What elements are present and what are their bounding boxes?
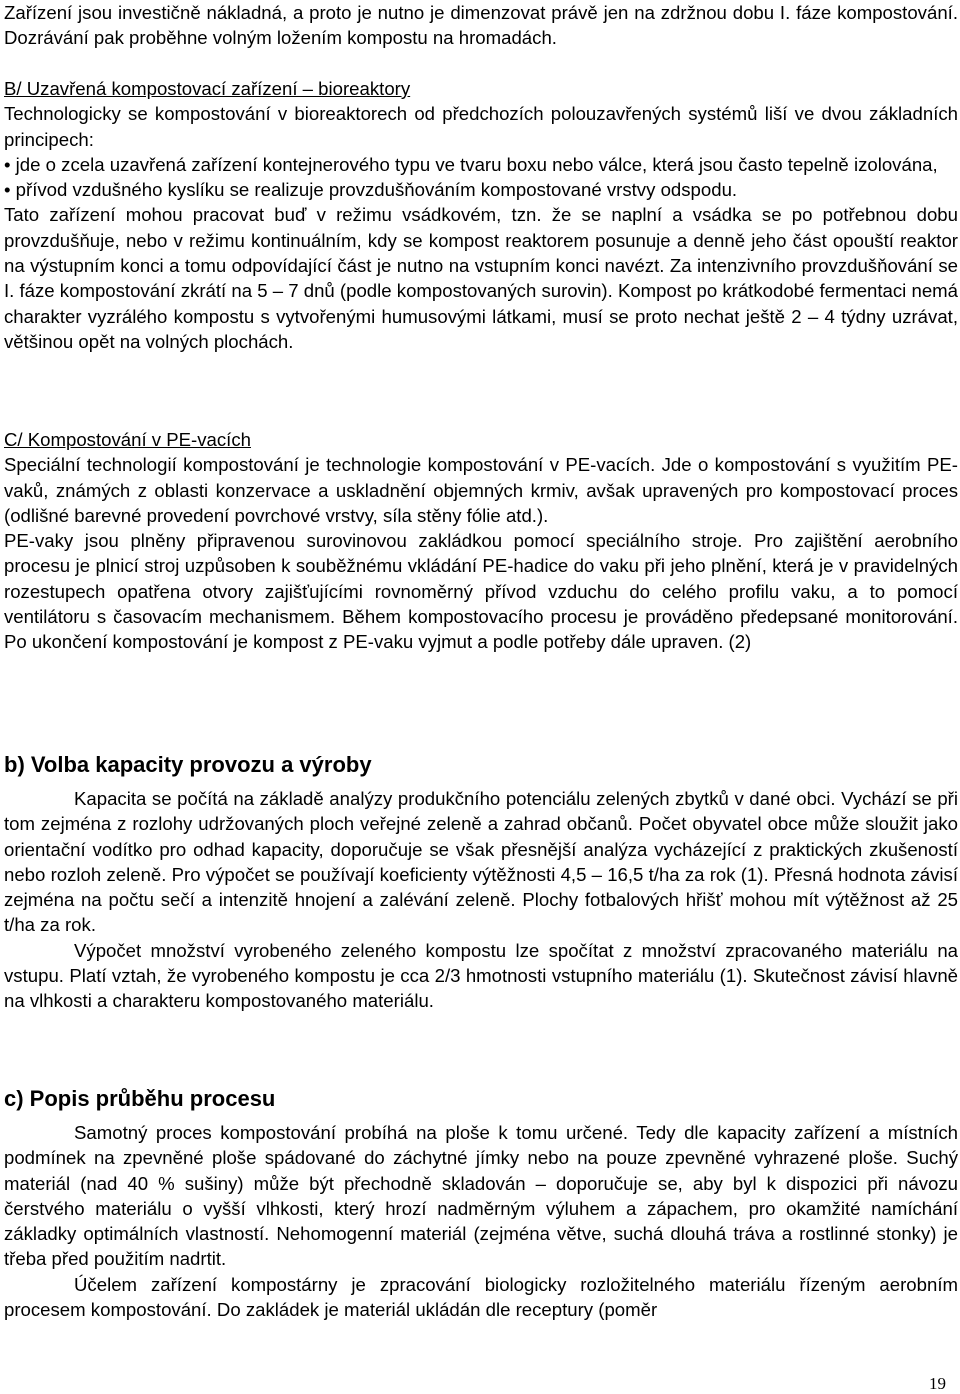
section-paragraph: Speciální technologií kompostování je technologie kompostování v PE-vacích. Jde o kompostování s využitím PE-vaků, známých z oblasti konzervace a uskladnění objemných krmiv, avšak upravených pro kompostovací proces (odlišné barevné provedení povrchové vrstvy, síla stěny fólie atd.). <box>4 454 958 526</box>
section-title: C/ Kompostování v PE-vacích <box>4 429 251 450</box>
section-paragraph: Tato zařízení mohou pracovat buď v režimu vsádkovém, tzn. že se naplní a vsádka se po potřebnou dobu provzdušňuje, nebo v režimu kontinuálním, kdy se kompost reaktorem posunuje a denně jeho část opouští reaktor na výstupním konci a tomu odpovídající část je nutno na vstupním konci navézt. Za intenzivního provzdušňování se I. fáze kompostování zkrátí na 5 – 7 dnů (podle kompostovaných surovin). Kompost po krátkodobé fermentaci nemá charakter vyzrálého kompostu s vytvořenými humusovými látkami, musí se proto nechat ještě 2 – 4 týdny uzrávat, většinou opět na volných plochách. <box>4 204 958 352</box>
section-paragraph: Účelem zařízení kompostárny je zpracování biologicky rozložitelného materiálu řízeným aerobním procesem kompostování. Do zakládek je materiál ukládán dle receptury (poměr <box>4 1273 958 1321</box>
bullet-item: • jde o zcela uzavřená zařízení kontejnerového typu ve tvaru boxu nebo válce, která jsou často tepelně izolována, <box>4 153 938 175</box>
section-heading: c) Popis průběhu procesu <box>4 1086 276 1111</box>
section-process <box>4 1085 958 1322</box>
page-number: 19 <box>929 1374 946 1393</box>
section-title: B/ Uzavřená kompostovací zařízení – bioreaktory <box>4 78 411 99</box>
intro-paragraph: Zařízení jsou investičně nákladná, a proto je nutno je dimenzovat právě jen na zdržnou dobu I. fáze kompostování. Dozrávání pak proběhne volným ložením kompostu na hromadách. <box>4 2 958 49</box>
section-pe-bags <box>4 427 958 655</box>
section-paragraph: Samotný proces kompostování probíhá na ploše k tomu určené. Tedy dle kapacity zařízení a místních podmínek na zpevněné ploše spádované do záchytné jímky nebo na pouze zpevněné vyhrazené ploše. Suchý materiál (nad 40 % sušiny) může být přechodně skladován – doporučuje se, aby byl k dispozici při návozu čerstvého materiálu o vyšší vlhkosti, který hrozí nadměrným výluhem a zápachem, pro okamžité namíchání základky optimálních vlastností. Nehomogenní materiál (zejména větve, suchá dlouhá tráva a rostlinné stonky) je třeba před použitím nadrtit. <box>4 1122 958 1270</box>
section-intro: Technologicky se kompostování v bioreaktorech od předchozích polouzavřených systémů liší ve dvou základních principech: <box>4 103 958 150</box>
section-paragraph: PE-vaky jsou plněny připravenou surovinovou zakládkou pomocí speciálního stroje. Pro zajištění aerobního procesu je plnicí stroj uzpůsoben k souběžnému vkládání PE-hadice do vaku při jeho plnění, která je v pravidelných rozestupech opatřena otvory zajišťujícími rovnoměrný přívod vzduchu do celého profilu vaku, a to pomocí ventilátoru s časovacím mechanismem. Během kompostovacího procesu je prováděno předepsané monitorování. Po ukončení kompostování je kompost z PE-vaku vyjmut a podle potřeby dále upraven. (2) <box>4 530 958 653</box>
bullet-item: • přívod vzdušného kyslíku se realizuje provzdušňováním kompostované vrstvy odspodu. <box>4 179 738 201</box>
section-bioreactors <box>4 76 958 354</box>
section-capacity <box>4 751 958 1014</box>
section-paragraph: Kapacita se počítá na základě analýzy produkčního potenciálu zelených zbytků v dané obci. Vychází se při tom zejména z rozlohy udržovaných ploch veřejné zeleně a zahrad občanů. Počet obyvatel obce může sloužit jako orientační vodítko pro odhad kapacity, doporučuje se však přesnější analýza vycházející z praktických zkušeností nebo rozloh zeleně. Pro výpočet se používají koeficienty výtěžnosti 4,5 – 16,5 t/ha za rok (1). Přesná hodnota závisí zejména na počtu sečí a intenzitě hnojení a zalévání zeleně. Plochy fotbalových hřišť mohou mít výtěžnost až 25 t/ha za rok. <box>4 788 958 936</box>
section-heading: b) Volba kapacity provozu a výroby <box>4 752 372 777</box>
section-paragraph: Výpočet množství vyrobeného zeleného kompostu lze spočítat z množství zpracovaného materiálu na vstupu. Platí vztah, že vyrobeného kompostu je cca 2/3 hmotnosti vstupního materiálu (1). Skutečnost závisí hlavně na vlhkosti a charakteru kompostovaného materiálu. <box>4 939 958 1012</box>
